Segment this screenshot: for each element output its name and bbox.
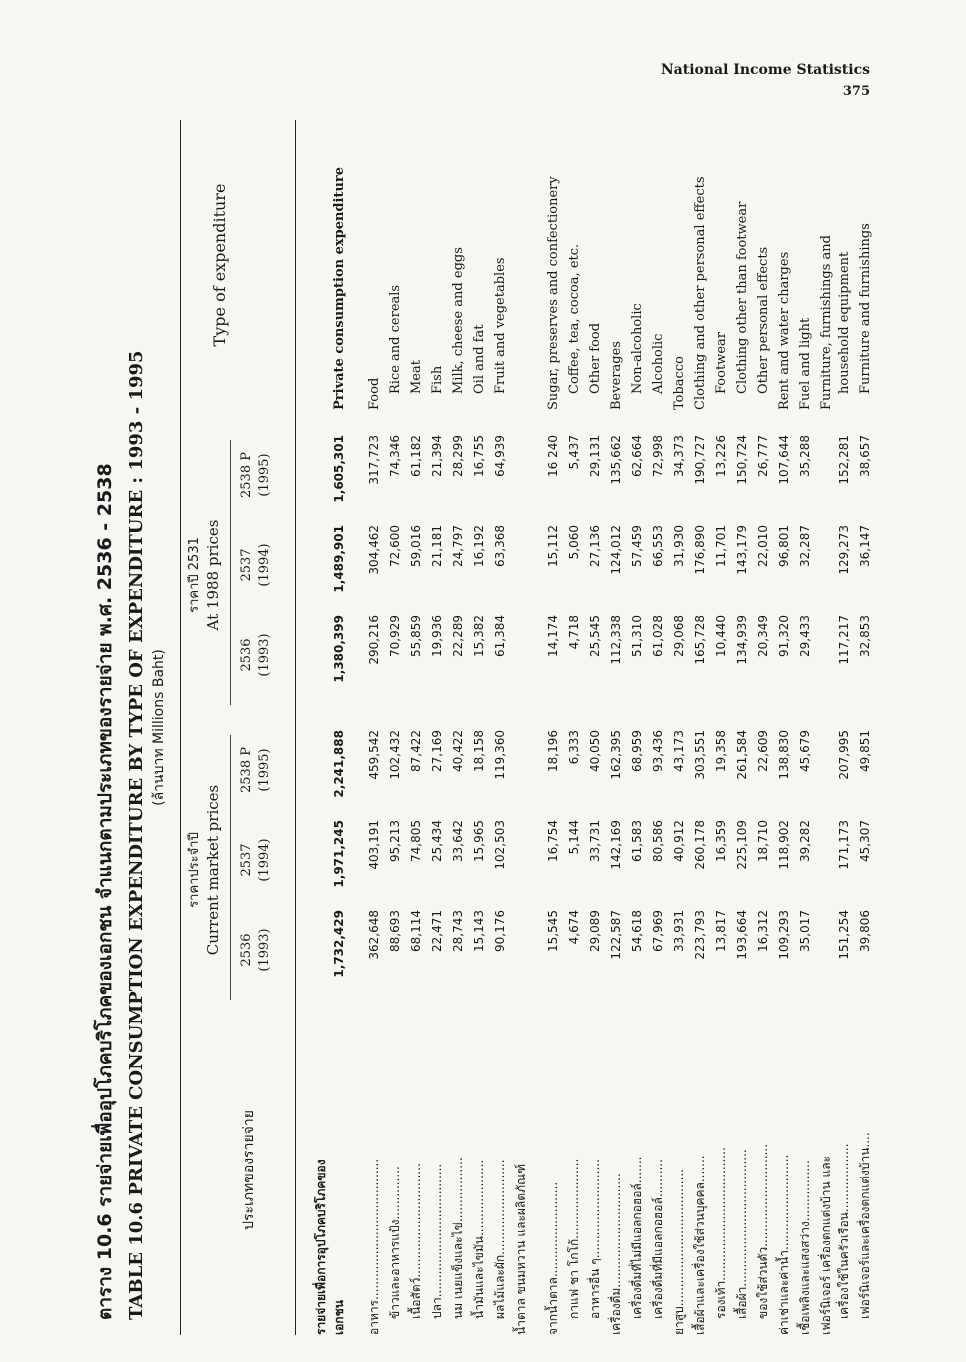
- row-value: 91,320: [777, 615, 791, 657]
- table-row: [856, 120, 875, 1335]
- row-label-thai: เชื้อเพลิงและแสงสว่าง................: [798, 1160, 812, 1335]
- row-value: 303,551: [693, 730, 707, 780]
- row-label-thai: ค่าเช่าและค่าน้ำ.........................: [777, 1154, 791, 1335]
- row-label-thai: เฟอร์นิเจอร์ เครื่องตกแต่งบ้าน และ: [819, 1155, 833, 1335]
- row-value: 18,710: [756, 820, 770, 862]
- row-label-english: Coffee, tea, cocoa, etc.: [567, 243, 582, 394]
- row-value: 33,642: [451, 820, 465, 862]
- header-bottom-rule: [295, 120, 296, 1335]
- column-header-english: Type of expenditure: [210, 183, 229, 347]
- row-value: 29,131: [588, 435, 602, 477]
- row-value: 61,583: [630, 820, 644, 862]
- row-value: 70,929: [388, 615, 402, 657]
- row-value: 1,489,901: [332, 525, 346, 593]
- row-label-thai: กาแฟ ชา โกโก้.....................: [567, 1158, 581, 1319]
- table-row: [835, 120, 854, 1335]
- row-label-thai: เอกชน: [332, 1300, 346, 1335]
- table-row: [312, 120, 331, 1335]
- row-value: 95,213: [388, 820, 402, 862]
- year-be: 2537: [239, 843, 254, 877]
- row-value: 124,012: [609, 525, 623, 575]
- row-label-english: Footwear: [714, 332, 729, 394]
- row-value: 1,732,429: [332, 910, 346, 978]
- year-be: 2538 P: [239, 452, 254, 498]
- row-value: 66,553: [651, 525, 665, 567]
- row-value: 317,723: [367, 435, 381, 485]
- row-label-thai: เครื่องดื่มที่ไม่มีแอลกอฮอล์.......: [630, 1156, 644, 1319]
- row-value: 16,192: [472, 525, 486, 567]
- row-value: 61,182: [409, 435, 423, 477]
- table-row: [470, 120, 489, 1335]
- row-value: 362,648: [367, 910, 381, 960]
- row-value: 51,310: [630, 615, 644, 657]
- row-value: 102,503: [493, 820, 507, 870]
- row-value: 32,287: [798, 525, 812, 567]
- row-value: 22,609: [756, 730, 770, 772]
- row-value: 34,373: [672, 435, 686, 477]
- row-value: 29,433: [798, 615, 812, 657]
- row-value: 61,384: [493, 615, 507, 657]
- table-row: [670, 120, 689, 1335]
- row-label-english: Private consumption expenditure: [332, 166, 347, 410]
- row-value: 15,965: [472, 820, 486, 862]
- row-label-english: Fuel and light: [798, 317, 813, 410]
- row-value: 39,282: [798, 820, 812, 862]
- row-label-thai: เสื้อผ้าและเครื่องใช้ส่วนบุคคล.......: [693, 1155, 707, 1335]
- row-value: 193,664: [735, 910, 749, 960]
- row-value: 176,890: [693, 525, 707, 575]
- row-value: 21,181: [430, 525, 444, 567]
- row-value: 143,179: [735, 525, 749, 575]
- row-value: 57,459: [630, 525, 644, 567]
- group-1988-thai: ราคาปี 2531: [187, 537, 202, 613]
- row-label-thai: น้ำตาล ขนมหวาน และผลิตภัณฑ์: [514, 1163, 528, 1335]
- row-label-thai: เครื่องดื่มที่มีแอลกอฮอล์..........: [651, 1159, 665, 1319]
- row-value: 90,176: [493, 910, 507, 952]
- row-value: 45,679: [798, 730, 812, 772]
- row-value: 38,657: [858, 435, 872, 477]
- row-value: 2,241,888: [332, 730, 346, 798]
- row-value: 165,728: [693, 615, 707, 665]
- row-value: 49,851: [858, 730, 872, 772]
- row-label-thai: น้ำมันและไขมัน....................: [472, 1159, 486, 1319]
- table-row: [607, 120, 626, 1335]
- year-ce: (1993): [257, 928, 272, 972]
- row-value: 25,434: [430, 820, 444, 862]
- group-current-thai: ราคาประจำปี: [187, 832, 202, 908]
- row-label-english: Other personal effects: [756, 246, 771, 394]
- row-value: 43,173: [672, 730, 686, 772]
- row-value: 129,273: [837, 525, 851, 575]
- row-value: 63,368: [493, 525, 507, 567]
- row-value: 21,394: [430, 435, 444, 477]
- table-top-rule: [180, 120, 181, 1335]
- year-header: [238, 730, 274, 810]
- year-header: [238, 615, 274, 695]
- year-header: [238, 525, 274, 605]
- running-title: National Income Statistics: [660, 62, 870, 78]
- row-value: 72,998: [651, 435, 665, 477]
- row-value: 68,114: [409, 910, 423, 952]
- table-title: [90, 350, 147, 1320]
- row-label-english: Beverages: [609, 341, 624, 410]
- row-value: 4,674: [567, 910, 581, 945]
- row-value: 68,959: [630, 730, 644, 772]
- table-row: [365, 120, 384, 1335]
- row-label-thai: เนื้อสัตว์..............................: [409, 1163, 423, 1319]
- row-value: 107,644: [777, 435, 791, 485]
- row-label-english: Furniture, furnishings and: [819, 235, 834, 410]
- row-label-english: Clothing other than footwear: [735, 201, 750, 394]
- row-label-english: Furniture and furnishings: [858, 223, 873, 394]
- row-value: 152,281: [837, 435, 851, 485]
- row-label-english: Meat: [409, 360, 424, 394]
- row-value: 171,173: [837, 820, 851, 870]
- row-value: 119,360: [493, 730, 507, 780]
- row-label-thai: รองเท้า...................................: [714, 1147, 728, 1319]
- table-row: [775, 120, 794, 1335]
- row-value: 61,028: [651, 615, 665, 657]
- row-value: 15,112: [546, 525, 560, 567]
- row-value: 118,902: [777, 820, 791, 870]
- year-header: [238, 820, 274, 900]
- row-label-thai: ปลา...................................: [430, 1163, 444, 1319]
- table-row: [386, 120, 405, 1335]
- row-label-thai: นม เนยแข็งและไข่.................: [451, 1157, 465, 1319]
- row-value: 36,147: [858, 525, 872, 567]
- row-label-english: household equipment: [837, 251, 852, 394]
- row-value: 87,422: [409, 730, 423, 772]
- table-row: [796, 120, 815, 1335]
- row-value: 40,912: [672, 820, 686, 862]
- row-value: 32,853: [858, 615, 872, 657]
- row-value: 459,542: [367, 730, 381, 780]
- row-value: 134,939: [735, 615, 749, 665]
- row-value: 117,217: [837, 615, 851, 665]
- row-label-english: Alcoholic: [651, 333, 666, 394]
- row-value: 16,755: [472, 435, 486, 477]
- row-value: 18,158: [472, 730, 486, 772]
- row-value: 11,701: [714, 525, 728, 567]
- table-row: [449, 120, 468, 1335]
- table-row: [512, 120, 531, 1335]
- row-value: 5,144: [567, 820, 581, 855]
- row-value: 109,293: [777, 910, 791, 960]
- row-label-thai: รายจ่ายเพื่อการอุปโภคบริโภคของ: [314, 1159, 328, 1335]
- row-value: 162,395: [609, 730, 623, 780]
- row-value: 62,664: [630, 435, 644, 477]
- row-label-english: Tobacco: [672, 356, 687, 410]
- row-value: 35,017: [798, 910, 812, 952]
- row-value: 5,060: [567, 525, 581, 560]
- row-value: 27,169: [430, 730, 444, 772]
- year-be: 2538 P: [239, 747, 254, 793]
- row-value: 138,830: [777, 730, 791, 780]
- rotated-table-page: [90, 120, 890, 1335]
- row-value: 88,693: [388, 910, 402, 952]
- row-label-english: Other food: [588, 322, 603, 394]
- row-label-thai: เฟอร์นิเจอร์และเครื่องตกแต่งบ้าน....: [858, 1132, 872, 1319]
- page-number: 375: [842, 84, 870, 99]
- row-value: 112,338: [609, 615, 623, 665]
- row-label-english: Fish: [430, 365, 445, 394]
- table-row: [733, 120, 752, 1335]
- row-value: 22,289: [451, 615, 465, 657]
- row-value: 29,089: [588, 910, 602, 952]
- row-label-english: Rent and water charges: [777, 251, 792, 410]
- year-be: 2536: [239, 638, 254, 672]
- row-value: 150,724: [735, 435, 749, 485]
- row-value: 225,109: [735, 820, 749, 870]
- row-label-thai: เครื่องดื่ม..............................: [609, 1173, 623, 1335]
- table-row: [628, 120, 647, 1335]
- row-value: 20,349: [756, 615, 770, 657]
- row-value: 33,731: [588, 820, 602, 862]
- row-value: 15,143: [472, 910, 486, 952]
- row-label-thai: อาหารอื่น ๆ..........................: [588, 1159, 602, 1319]
- row-label-thai: อาหาร.....................................: [367, 1158, 381, 1335]
- row-value: 261,584: [735, 730, 749, 780]
- row-value: 39,806: [858, 910, 872, 952]
- row-label-thai: ยาสูบ....................................: [672, 1168, 686, 1335]
- table-row: [565, 120, 584, 1335]
- group-header-current: [186, 735, 222, 1005]
- row-label-english: Clothing and other personal effects: [693, 176, 708, 410]
- row-value: 22,471: [430, 910, 444, 952]
- row-value: 102,432: [388, 730, 402, 780]
- row-value: 19,936: [430, 615, 444, 657]
- row-value: 14,174: [546, 615, 560, 657]
- row-value: 4,718: [567, 615, 581, 650]
- row-value: 24,797: [451, 525, 465, 567]
- row-value: 142,169: [609, 820, 623, 870]
- group-1988-english: At 1988 prices: [204, 519, 222, 631]
- table-row: [330, 120, 349, 1335]
- row-value: 122,587: [609, 910, 623, 960]
- row-value: 18,196: [546, 730, 560, 772]
- row-value: 15,545: [546, 910, 560, 952]
- row-value: 54,618: [630, 910, 644, 952]
- row-label-english: Oil and fat: [472, 324, 487, 394]
- row-value: 74,805: [409, 820, 423, 862]
- row-value: 93,436: [651, 730, 665, 772]
- unit-note: (ล้านบาท Millions Baht): [151, 649, 167, 806]
- table-row: [817, 120, 836, 1335]
- row-value: 72,600: [388, 525, 402, 567]
- row-value: 190,727: [693, 435, 707, 485]
- row-label-thai: เครื่องใช้ในครัวเรือน..................: [837, 1143, 851, 1319]
- row-value: 13,226: [714, 435, 728, 477]
- row-value: 45,307: [858, 820, 872, 862]
- row-value: 26,777: [756, 435, 770, 477]
- row-value: 260,178: [693, 820, 707, 870]
- group-current-english: Current market prices: [204, 784, 222, 956]
- row-label-thai: ข้าวและอาหารแป้ง..............: [388, 1166, 402, 1319]
- row-value: 25,545: [588, 615, 602, 657]
- row-value: 1,971,245: [332, 820, 346, 888]
- row-value: 207,995: [837, 730, 851, 780]
- row-value: 15,382: [472, 615, 486, 657]
- row-value: 74,346: [388, 435, 402, 477]
- page-header: [661, 62, 870, 99]
- row-value: 13,817: [714, 910, 728, 952]
- table-row: [428, 120, 447, 1335]
- year-ce: (1993): [257, 633, 272, 677]
- row-value: 22,010: [756, 525, 770, 567]
- row-label-thai: เสื้อผ้า....................................: [735, 1149, 749, 1319]
- row-label-thai: จากน้ำตาล.........................: [546, 1181, 560, 1335]
- row-value: 28,743: [451, 910, 465, 952]
- row-value: 96,801: [777, 525, 791, 567]
- row-value: 403,191: [367, 820, 381, 870]
- row-value: 29,068: [672, 615, 686, 657]
- row-label-thai: ผลไม้และผัก.........................: [493, 1159, 507, 1319]
- row-value: 6,333: [567, 730, 581, 765]
- row-value: 223,793: [693, 910, 707, 960]
- year-header: [238, 910, 274, 990]
- row-value: 80,586: [651, 820, 665, 862]
- row-value: 35,288: [798, 435, 812, 477]
- group-underline-1988: [230, 440, 231, 705]
- year-ce: (1995): [257, 748, 272, 792]
- year-ce: (1994): [257, 543, 272, 587]
- row-value: 59,016: [409, 525, 423, 567]
- row-value: 16,754: [546, 820, 560, 862]
- year-ce: (1995): [257, 453, 272, 497]
- table-row: [691, 120, 710, 1335]
- row-value: 1,380,399: [332, 615, 346, 683]
- row-label-english: Food: [367, 377, 382, 410]
- row-value: 10,440: [714, 615, 728, 657]
- row-label-english: Rice and cereals: [388, 284, 403, 394]
- row-value: 40,050: [588, 730, 602, 772]
- row-value: 16 240: [546, 435, 560, 477]
- row-label-thai: ของใช้ส่วนตัว...........................: [756, 1143, 770, 1319]
- table-row: [544, 120, 563, 1335]
- row-label-english: Non-alcoholic: [630, 303, 645, 394]
- row-label-english: Sugar, preserves and confectionery: [546, 176, 561, 410]
- table-title-thai: ตาราง 10.6 รายจ่ายเพื่ออุปโภคบริโภคของเอกชน จำแนกตามประเภทของรายจ่าย พ.ศ. 2536 - 2538: [94, 463, 116, 1320]
- table-row: [491, 120, 510, 1335]
- row-value: 1,605,301: [332, 435, 346, 503]
- table-row: [586, 120, 605, 1335]
- row-value: 64,939: [493, 435, 507, 477]
- table-row: [407, 120, 426, 1335]
- table-row: [649, 120, 668, 1335]
- row-label-english: Fruit and vegetables: [493, 257, 508, 394]
- row-label-english: Milk, cheese and eggs: [451, 247, 466, 394]
- column-header-thai: ประเภทของรายจ่าย: [241, 1110, 257, 1230]
- group-header-1988: [186, 440, 222, 710]
- row-value: 135,662: [609, 435, 623, 485]
- year-ce: (1994): [257, 838, 272, 882]
- group-underline-current: [230, 735, 231, 1000]
- row-value: 151,254: [837, 910, 851, 960]
- year-header: [238, 435, 274, 515]
- row-value: 28,299: [451, 435, 465, 477]
- row-value: 33,931: [672, 910, 686, 952]
- row-value: 16,359: [714, 820, 728, 862]
- row-value: 290,216: [367, 615, 381, 665]
- row-value: 5,437: [567, 435, 581, 470]
- row-value: 55,859: [409, 615, 423, 657]
- table-title-english: TABLE 10.6 PRIVATE CONSUMPTION EXPENDITURE BY TYPE OF EXPENDITURE : 1993 - 1995: [126, 350, 147, 1320]
- row-value: 31,930: [672, 525, 686, 567]
- year-be: 2536: [239, 933, 254, 967]
- row-value: 16,312: [756, 910, 770, 952]
- row-value: 19,358: [714, 730, 728, 772]
- table-row: [754, 120, 773, 1335]
- row-value: 40,422: [451, 730, 465, 772]
- row-value: 67,969: [651, 910, 665, 952]
- row-value: 304,462: [367, 525, 381, 575]
- row-value: 27,136: [588, 525, 602, 567]
- table-row: [712, 120, 731, 1335]
- year-be: 2537: [239, 548, 254, 582]
